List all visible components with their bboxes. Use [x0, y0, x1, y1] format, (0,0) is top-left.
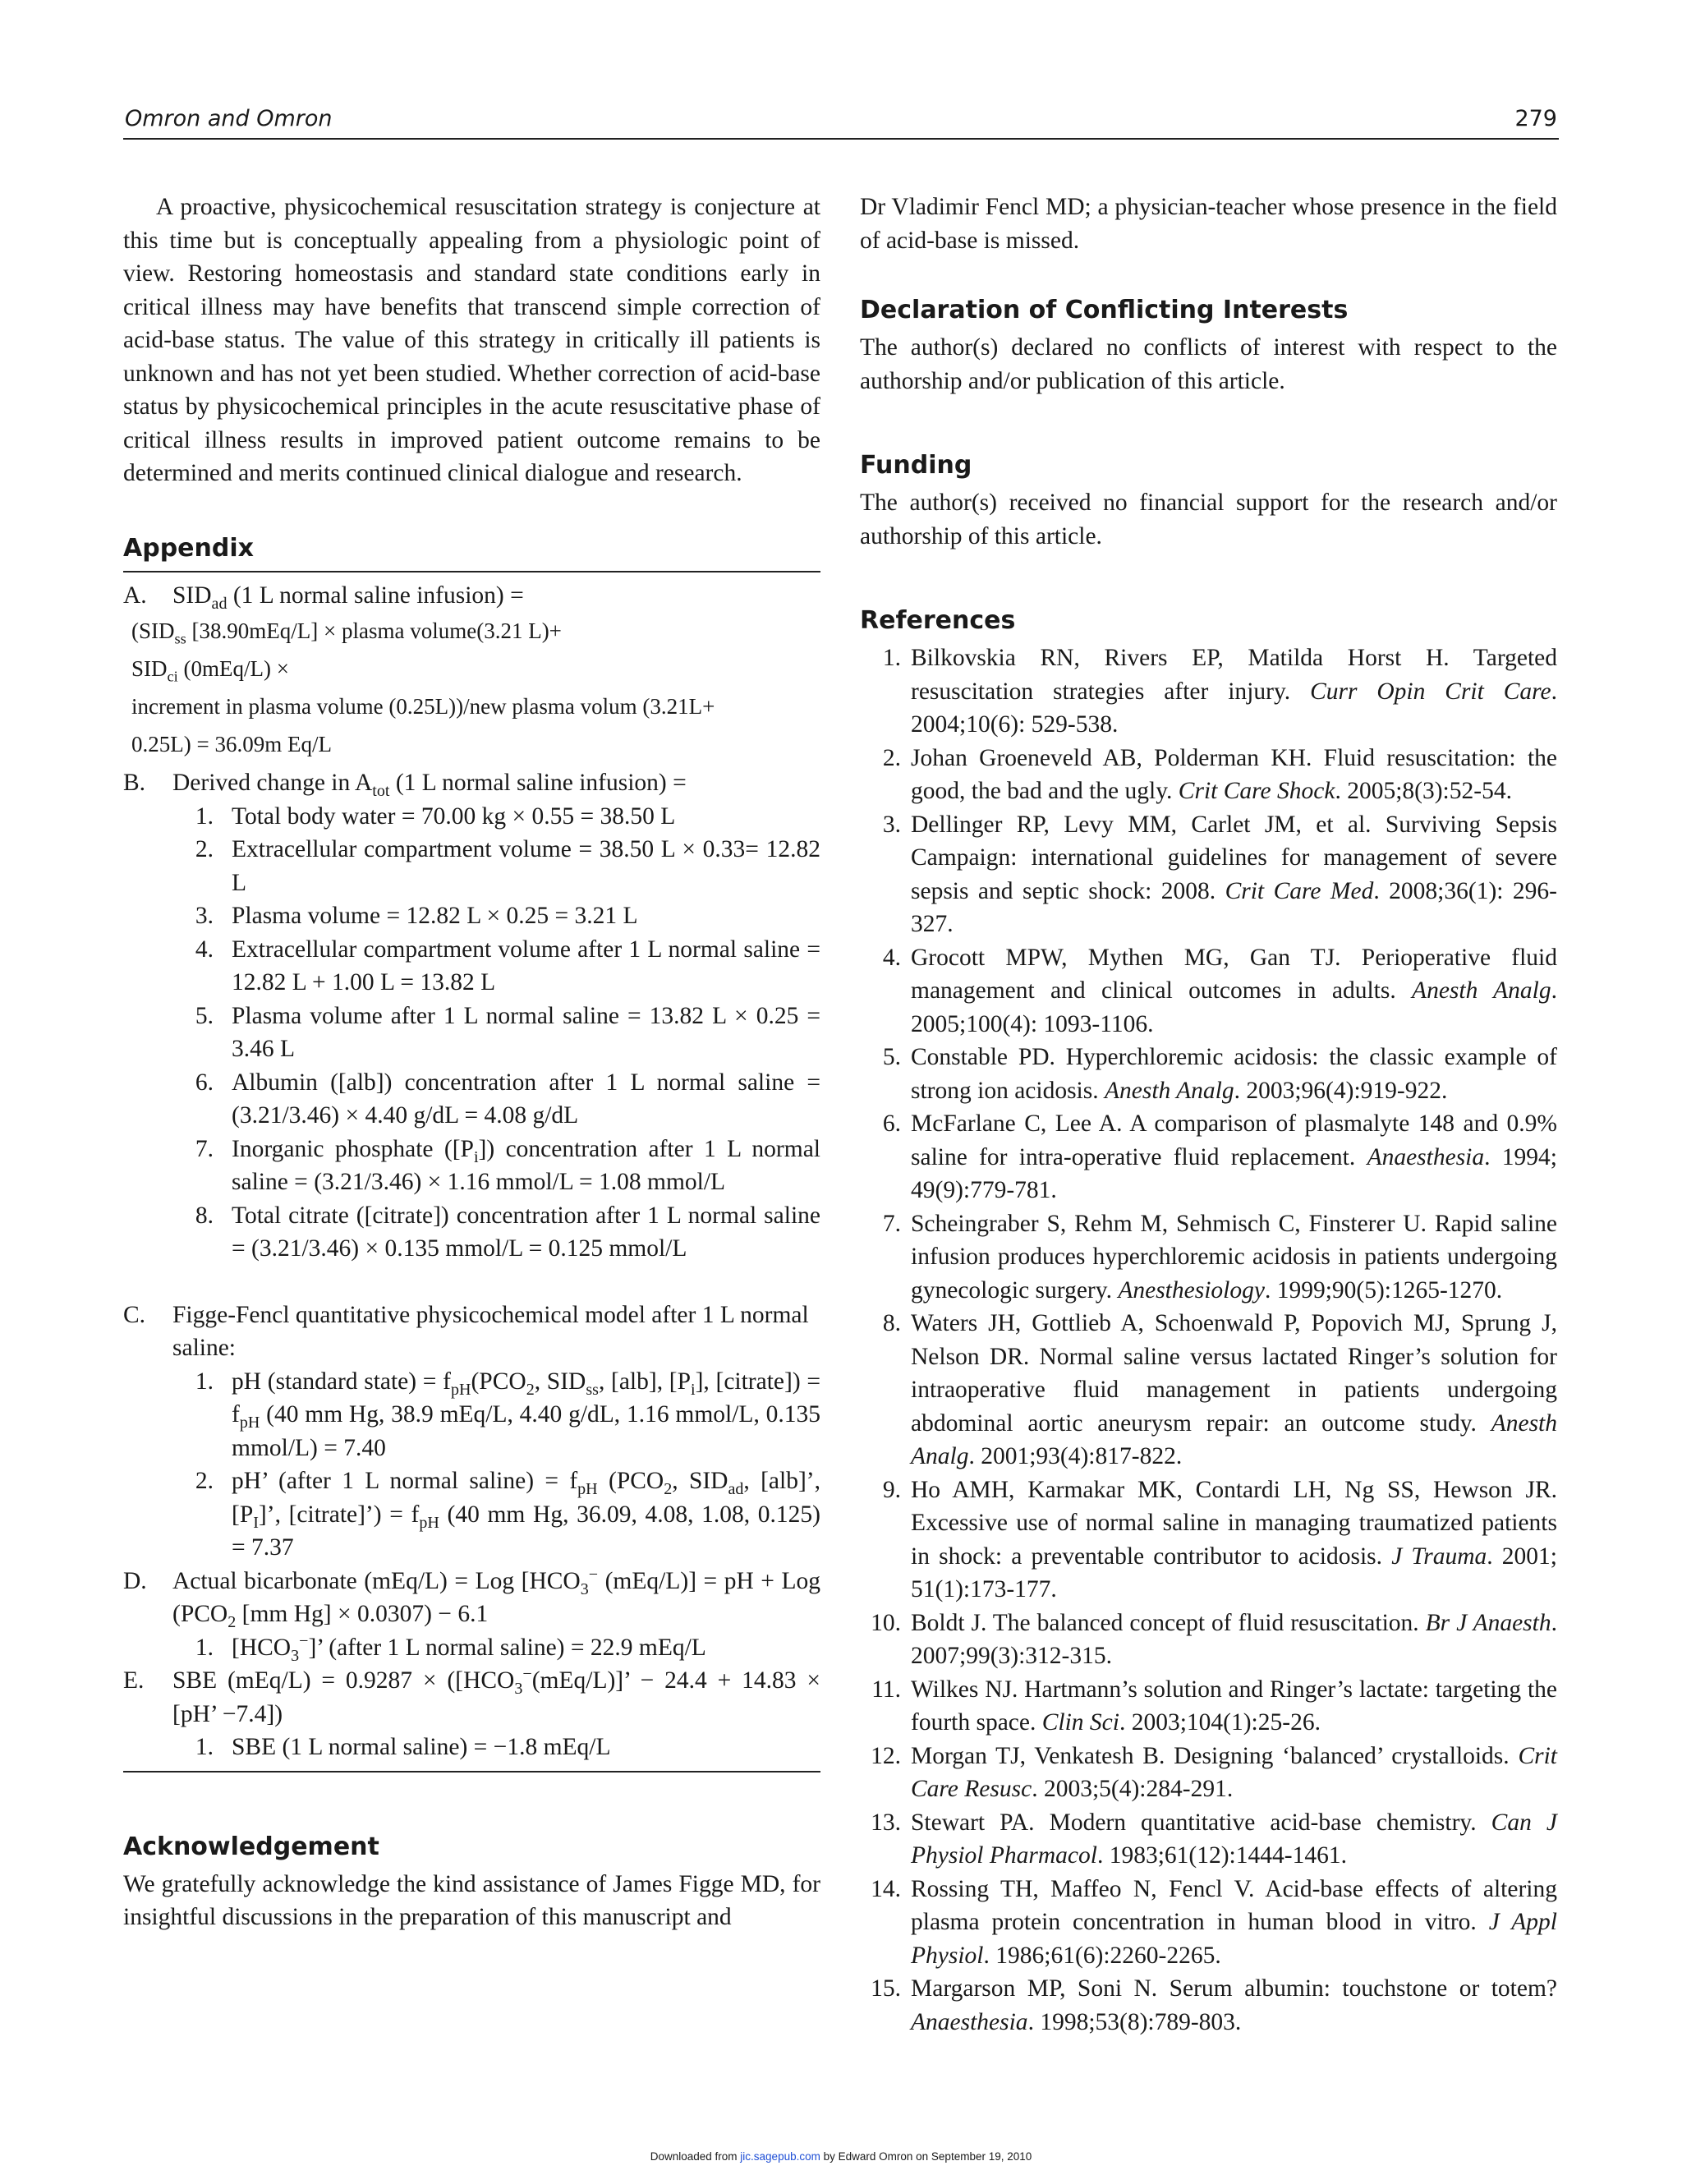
reference-item: 11. Wilkes NJ. Hartmann’s solution and Ringer’s lactate: targeting the fourth space. Clin Sci. 2003;104(1):25-26.: [871, 1676, 1557, 1736]
reference-item: 9. Ho AMH, Karmakar MK, Contardi LH, Ng SS, Hewson JR. Excessive use of normal saline in managing traumatized patients in shock: a preventable contributor to acidosis. J Trauma. 2001; 51(1):173-177.: [882, 1476, 1557, 1602]
formula-line: $SID_{ci}$ (0mEq/L) ×: [131, 656, 289, 685]
formula-a: [123, 612, 820, 763]
list-item: 7. Inorganic phosphate $([P_i])$ concentration after 1 L normal saline = (3.21/3.46) × 1.16 mmol/L = 1.08 mmol/L: [195, 1135, 820, 1195]
right-column: [860, 191, 1557, 2039]
reference-item: 10. Boldt J. The balanced concept of fluid resuscitation. Br J Anaesth. 2007;99(3):312-315.: [871, 1609, 1557, 1669]
list-item: 1. Total body water = 70.00 kg × 0.55 = 38.50 L: [195, 802, 676, 830]
reference-item: 14. Rossing TH, Maffeo N, Fencl V. Acid-base effects of altering plasma protein concentration in human blood in vitro. J Appl Physiol. 1986;61(6):2260-2265.: [871, 1875, 1557, 1969]
acknowledgement-paragraph: We gratefully acknowledge the kind assistance of James Figge MD, for insightful discussions in the preparation of this manuscript and: [123, 1870, 820, 1930]
funding-heading: Funding: [860, 451, 972, 480]
appendix-bottom-rule: [123, 1771, 820, 1772]
reference-item: 12. Morgan TJ, Venkatesh B. Designing ‘balanced’ crystalloids. Crit Care Resusc. 2003;5(4):284-291.: [871, 1742, 1557, 1802]
reference-item: 15. Margarson MP, Soni N. Serum albumin: touchstone or totem? Anaesthesia. 1998;53(8):789-803.: [871, 1975, 1557, 2035]
left-column: [123, 191, 820, 1934]
references-heading: References: [860, 606, 1016, 635]
download-footer: Downloaded from jic.sagepub.com by Edward Omron on September 19, 2010: [650, 2150, 1032, 2163]
reference-item: 7. Scheingraber S, Rehm M, Sehmisch C, Finsterer U. Rapid saline infusion produces hyperchloremic acidosis in patients undergoing gynecologic surgery. Anesthesiology. 1999;90(5):1265-1270.: [882, 1210, 1557, 1304]
intro-paragraph: A proactive, physicochemical resuscitation strategy is conjecture at this time but is conceptually appealing from a physiologic point of view. Restoring homeostasis and standard state conditions early in critical illness may have benefits that transcend simple correction of acid-base status. The value of this strategy in critically ill patients is unknown and has not yet been studied. Whether correction of acid-base status by physicochemical principles in the acute resuscitative phase of critical illness results in improved patient outcome remains to be determined and merits continued clinical dialogue and research.: [123, 194, 820, 486]
reference-item: 1. Bilkovskia RN, Rivers EP, Matilda Horst H. Targeted resuscitation strategies after injury. Curr Opin Crit Care. 2004;10(6): 529-538.: [882, 645, 1557, 738]
running-header: [123, 97, 1559, 140]
funding-paragraph: The author(s) received no financial support for the research and/or authorship of this article.: [860, 490, 1557, 549]
list-item: 6. Albumin ([alb]) concentration after 1 L normal saline = (3.21/3.46) × 4.40 g/dL = 4.08 g/dL: [195, 1069, 820, 1129]
item-label: B.: [123, 770, 146, 796]
appendix-item-c: C. Figge-Fencl quantitative physicochemical model after 1 L normal saline:: [123, 1299, 820, 1365]
item-label: E.: [123, 1667, 145, 1694]
formula-line: increment in plasma volume (0.25L))/new plasma volum (3.21L+: [131, 694, 715, 719]
item-label: C.: [123, 1301, 146, 1328]
list-item: 1. SBE (1 L normal saline) = −1.8 mEq/L: [195, 1734, 611, 1760]
formula-line: 0.25L) = 36.09m Eq/L: [131, 732, 332, 756]
list-item: 2. Extracellular compartment volume = 38.50 L × 0.33= 12.82 L: [195, 836, 820, 896]
list-item: 8. Total citrate ([citrate]) concentration after 1 L normal saline = (3.21/3.46) × 0.135 mmol/L = 0.125 mmol/L: [195, 1202, 820, 1262]
reference-item: 13. Stewart PA. Modern quantitative acid-base chemistry. Can J Physiol Pharmacol. 1983;61(12):1444-1461.: [871, 1809, 1557, 1869]
reference-item: 2. Johan Groeneveld AB, Polderman KH. Fluid resuscitation: the good, the bad and the ugly. Crit Care Shock. 2005;8(3):52-54.: [882, 744, 1557, 804]
appendix-item-a: A. $SID_{ad}$ (1 L normal saline infusion) =: [123, 579, 820, 613]
page-number: 279: [1514, 106, 1557, 131]
list-item: 3. Plasma volume = 12.82 L × 0.25 = 3.21 L: [195, 903, 638, 929]
reference-item: 6. McFarlane C, Lee A. A comparison of plasmalyte 148 and 0.9% saline for intra-operative fluid replacement. Anaesthesia. 1994; 49(9):779-781.: [882, 1110, 1557, 1203]
declaration-paragraph: The author(s) declared no conflicts of interest with respect to the authorship and/or publication of this article.: [860, 334, 1557, 394]
appendix-heading: Appendix: [123, 533, 254, 563]
reference-item: 8. Waters JH, Gottlieb A, Schoenwald P, Popovich MJ, Sprung J, Nelson DR. Normal saline versus lactated Ringer’s solution for intraoperative fluid management in patients undergoing abdominal aortic aneurysm repair: an outcome study. Anesth Analg. 2001;93(4):817-822.: [882, 1310, 1557, 1469]
source-link[interactable]: jic.sagepub.com: [740, 2150, 820, 2163]
acknowledgement-continued: Dr Vladimir Fencl MD; a physician-teacher whose presence in the field of acid-base is missed.: [860, 194, 1557, 254]
reference-item: 3. Dellinger RP, Levy MM, Carlet JM, et al. Surviving Sepsis Campaign: international guidelines for management of severe sepsis and septic shock: 2008. Crit Care Med. 2008;36(1): 296-327.: [882, 811, 1557, 937]
declaration-heading: Declaration of Conflicting Interests: [860, 296, 1349, 324]
list-item: 2. pH’ (after 1 L normal saline) = $f_{pH}$ ($PCO_2$, $SID_{ad}$, [alb]’, $[P_I]$’, [citrate]’) = $f_{pH}$ (40 mm Hg, 36.09, 4.08, 1.08, 0.125) = 7.37: [195, 1468, 820, 1561]
list-item: 5. Plasma volume after 1 L normal saline = 13.82 L × 0.25 = 3.46 L: [195, 1002, 820, 1062]
list-item: 1. pH (standard state) = $f_{pH}(PCO_2$, $SID_{ss}$, [alb], $[P_i]$, [citrate]) = $f_{pH}$ (40 mm Hg, 38.9 mEq/L, 4.40 g/dL, 1.16 mmol/L, 0.135 mmol/L) = 7.40: [195, 1368, 820, 1461]
reference-item: 5. Constable PD. Hyperchloremic acidosis: the classic example of strong ion acidosis. Anesth Analg. 2003;96(4):919-922.: [882, 1044, 1557, 1104]
formula-line: ($SID_{ss}$ [38.90mEq/L] × plasma volume(3.21 L)+: [131, 618, 562, 647]
list-item: 4. Extracellular compartment volume after 1 L normal saline = 12.82 L + 1.00 L = 13.82 L: [195, 936, 820, 995]
running-title: Omron and Omron: [125, 106, 333, 131]
list-item: 1. $[HCO_3^-]$’ (after 1 L normal saline) = 22.9 mEq/L: [195, 1631, 706, 1665]
appendix-item-b: B. Derived change in $A_{tot}$ (1 L normal saline infusion) =: [123, 766, 820, 800]
appendix-top-rule: [123, 571, 820, 572]
acknowledgement-heading: Acknowledgement: [123, 1832, 379, 1861]
appendix-item-d: D. Actual bicarbonate (mEq/L) = Log [$HCO_3^-$ (mEq/L)] = pH + Log ($PCO_2$ [mm Hg] × 0.0307) − 6.1: [123, 1565, 820, 1631]
appendix-item-e: E. SBE $(mEq/L) = 0.9287 \times ([HCO_3^-(mEq/L)]$’ − 24.4 + 14.83 × [pH’ −7.4]): [123, 1664, 820, 1731]
reference-item: 4. Grocott MPW, Mythen MG, Gan TJ. Perioperative fluid management and clinical outcomes in adults. Anesth Analg. 2005;100(4): 1093-1106.: [882, 944, 1557, 1037]
reference-list: [860, 641, 1557, 2039]
item-label: D.: [123, 1567, 147, 1594]
item-label: A.: [123, 582, 147, 609]
